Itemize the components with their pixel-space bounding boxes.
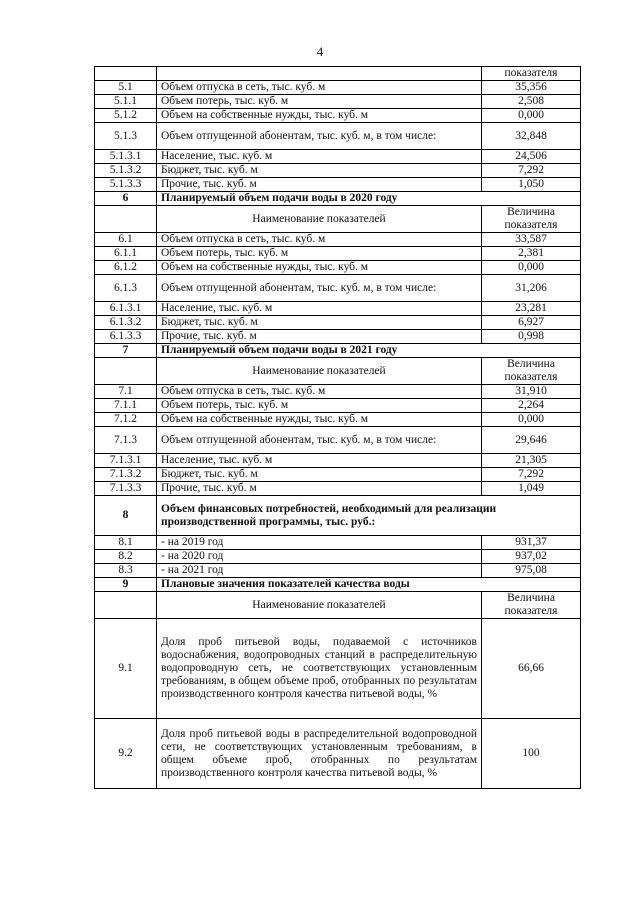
row-number-cell: 9.2 (95, 719, 157, 789)
row-number-cell: 7.1.3.2 (95, 468, 157, 482)
row-number-cell: 8.2 (95, 550, 157, 564)
indicator-name-cell: Объем отпуска в сеть, тыс. куб. м (157, 385, 482, 399)
row-number-cell: 7.1 (95, 385, 157, 399)
row-number-cell (95, 358, 157, 385)
table-row (95, 275, 581, 302)
row-number-cell (95, 592, 157, 619)
indicator-value-cell: 7,292 (482, 164, 581, 178)
indicator-value-cell: 66,66 (482, 619, 581, 719)
page-number: 4 (316, 44, 324, 59)
indicator-value-cell: 35,356 (482, 81, 581, 95)
section-row (95, 578, 581, 592)
header-name-cell: Наименование показателей (157, 592, 482, 619)
section-number-cell: 8 (95, 496, 157, 536)
table-row (95, 385, 581, 399)
indicator-value-cell: 31,910 (482, 385, 581, 399)
indicator-value-cell: 0,998 (482, 330, 581, 344)
indicator-value-cell: 1,049 (482, 482, 581, 496)
row-number-cell: 5.1.3.1 (95, 150, 157, 164)
indicator-name-cell: Объем отпущенной абонентам, тыс. куб. м, в том числе: (157, 275, 482, 302)
table-row (95, 316, 581, 330)
table-row (95, 150, 581, 164)
indicator-name-cell: Бюджет, тыс. куб. м (157, 164, 482, 178)
indicator-value-cell: показателя (482, 67, 581, 81)
indicator-value-cell: 100 (482, 719, 581, 789)
indicator-name-cell: Объем на собственные нужды, тыс. куб. м (157, 261, 482, 275)
table-row (95, 95, 581, 109)
indicator-value-cell: 21,305 (482, 454, 581, 468)
section-number-cell: 6 (95, 192, 157, 206)
indicator-name-cell: Объем на собственные нужды, тыс. куб. м (157, 109, 482, 123)
indicator-name-cell: Объем потерь, тыс. куб. м (157, 247, 482, 261)
indicator-name-cell: Объем на собственные нужды, тыс. куб. м (157, 413, 482, 427)
row-number-cell: 5.1.3 (95, 123, 157, 150)
indicators-table (94, 66, 581, 789)
table-row (95, 302, 581, 316)
table-row (95, 247, 581, 261)
row-number-cell: 6.1 (95, 233, 157, 247)
row-number-cell (95, 67, 157, 81)
indicator-name-cell: Объем потерь, тыс. куб. м (157, 399, 482, 413)
table-row (95, 468, 581, 482)
indicator-name-cell: Бюджет, тыс. куб. м (157, 468, 482, 482)
row-number-cell: 6.1.3 (95, 275, 157, 302)
indicator-value-cell: 33,587 (482, 233, 581, 247)
table-row (95, 550, 581, 564)
section-number-cell: 9 (95, 578, 157, 592)
indicator-name-cell: Население, тыс. куб. м (157, 454, 482, 468)
indicator-value-cell: 2,264 (482, 399, 581, 413)
indicator-name-cell: Объем отпуска в сеть, тыс. куб. м (157, 81, 482, 95)
row-number-cell: 7.1.3.3 (95, 482, 157, 496)
indicator-name-cell: - на 2020 год (157, 550, 482, 564)
row-number-cell: 5.1.3.3 (95, 178, 157, 192)
section-row (95, 344, 581, 358)
table-row (95, 427, 581, 454)
indicator-name-cell: Объем отпущенной абонентам, тыс. куб. м, в том числе: (157, 123, 482, 150)
indicator-name-cell: Население, тыс. куб. м (157, 302, 482, 316)
header-name-cell: Наименование показателей (157, 206, 482, 233)
indicator-name-cell: Объем потерь, тыс. куб. м (157, 95, 482, 109)
indicator-name-cell: Доля проб питьевой воды в распределительной водопроводной сети, не соответствующих установленным требованиям, в общем объеме проб, отобранных по результатам производственного контроля качества питьевой воды, % (157, 719, 482, 789)
header-value-cell: Величина показателя (482, 592, 581, 619)
row-number-cell: 6.1.3.3 (95, 330, 157, 344)
indicator-name-cell: - на 2021 год (157, 564, 482, 578)
section-title-cell: Планируемый объем подачи воды в 2020 году (157, 192, 581, 206)
indicator-name-cell: Прочие, тыс. куб. м (157, 482, 482, 496)
row-number-cell: 5.1.3.2 (95, 164, 157, 178)
section-row (95, 192, 581, 206)
row-number-cell: 6.1.3.2 (95, 316, 157, 330)
indicator-value-cell: 31,206 (482, 275, 581, 302)
indicator-value-cell: 23,281 (482, 302, 581, 316)
header-name-cell: Наименование показателей (157, 358, 482, 385)
row-number-cell: 6.1.1 (95, 247, 157, 261)
header-value-cell: Величина показателя (482, 358, 581, 385)
table-row (95, 399, 581, 413)
indicator-name-cell: Объем отпуска в сеть, тыс. куб. м (157, 233, 482, 247)
table-row (95, 178, 581, 192)
column-header-row (95, 358, 581, 385)
indicator-name-cell: - на 2019 год (157, 536, 482, 550)
row-number-cell: 5.1 (95, 81, 157, 95)
table-row (95, 67, 581, 81)
row-number-cell: 9.1 (95, 619, 157, 719)
row-number-cell: 8.1 (95, 536, 157, 550)
indicator-value-cell: 7,292 (482, 468, 581, 482)
row-number-cell: 8.3 (95, 564, 157, 578)
indicator-name-cell: Прочие, тыс. куб. м (157, 330, 482, 344)
table-row (95, 233, 581, 247)
indicator-value-cell: 931,37 (482, 536, 581, 550)
table-row (95, 536, 581, 550)
row-number-cell: 7.1.1 (95, 399, 157, 413)
indicator-name-cell: Бюджет, тыс. куб. м (157, 316, 482, 330)
section-title-cell: Плановые значения показателей качества воды (157, 578, 581, 592)
table-row (95, 109, 581, 123)
header-value-cell: Величина показателя (482, 206, 581, 233)
table-row (95, 164, 581, 178)
table-row (95, 81, 581, 95)
row-number-cell: 7.1.3.1 (95, 454, 157, 468)
indicator-value-cell: 2,381 (482, 247, 581, 261)
indicator-name-cell: Объем отпущенной абонентам, тыс. куб. м, в том числе: (157, 427, 482, 454)
row-number-cell: 5.1.2 (95, 109, 157, 123)
row-number-cell: 7.1.2 (95, 413, 157, 427)
section-row (95, 496, 581, 536)
column-header-row (95, 592, 581, 619)
column-header-row (95, 206, 581, 233)
indicator-value-cell: 1,050 (482, 178, 581, 192)
indicator-value-cell: 24,506 (482, 150, 581, 164)
indicator-value-cell: 937,02 (482, 550, 581, 564)
row-number-cell: 7.1.3 (95, 427, 157, 454)
row-number-cell: 6.1.2 (95, 261, 157, 275)
indicator-name-cell (157, 67, 482, 81)
indicator-value-cell: 0,000 (482, 109, 581, 123)
indicator-name-cell: Население, тыс. куб. м (157, 150, 482, 164)
row-number-cell: 6.1.3.1 (95, 302, 157, 316)
table-row (95, 564, 581, 578)
table-row (95, 619, 581, 719)
section-number-cell: 7 (95, 344, 157, 358)
indicator-value-cell: 29,646 (482, 427, 581, 454)
table-row (95, 482, 581, 496)
row-number-cell: 5.1.1 (95, 95, 157, 109)
table-row (95, 413, 581, 427)
indicator-value-cell: 0,000 (482, 261, 581, 275)
table-row (95, 330, 581, 344)
table-row (95, 261, 581, 275)
indicator-value-cell: 32,848 (482, 123, 581, 150)
section-title-cell: Планируемый объем подачи воды в 2021 году (157, 344, 581, 358)
indicator-value-cell: 0,000 (482, 413, 581, 427)
table-row (95, 719, 581, 789)
indicator-value-cell: 975,08 (482, 564, 581, 578)
table-row (95, 123, 581, 150)
indicator-name-cell: Прочие, тыс. куб. м (157, 178, 482, 192)
row-number-cell (95, 206, 157, 233)
section-title-cell: Объем финансовых потребностей, необходимый для реализации производственной программы, тыс. руб.: (157, 496, 581, 536)
indicator-name-cell: Доля проб питьевой воды, подаваемой с источников водоснабжения, водопроводных станций в распределительную водопроводную сеть, не соответствующих установленным требованиям, в общем объеме проб, отобранных по результатам производственного контроля качества питьевой воды, % (157, 619, 482, 719)
table-row (95, 454, 581, 468)
indicator-value-cell: 6,927 (482, 316, 581, 330)
indicator-value-cell: 2,508 (482, 95, 581, 109)
